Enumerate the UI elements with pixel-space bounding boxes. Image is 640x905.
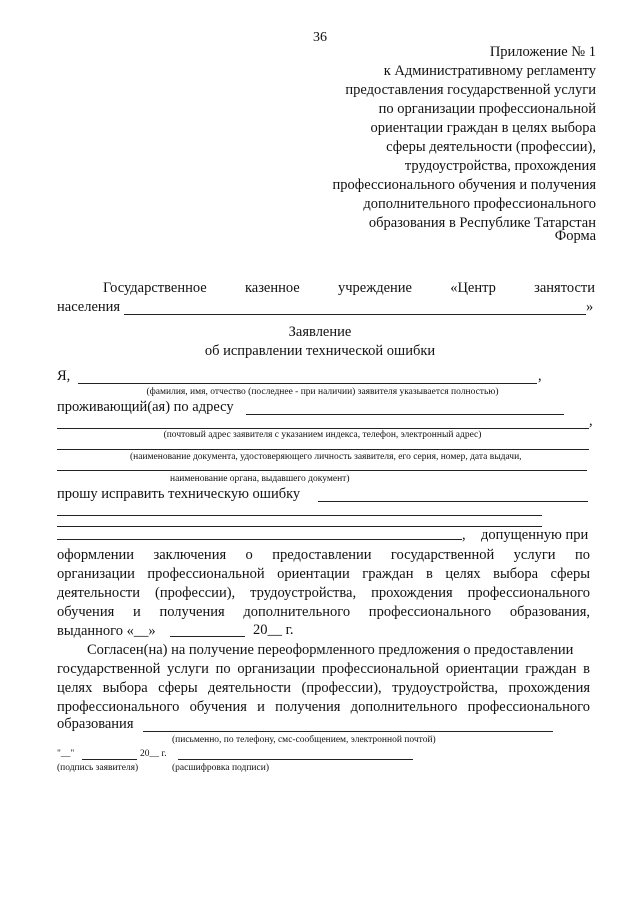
form-label: Форма (554, 228, 596, 244)
institution-line2-end: » (586, 299, 594, 315)
request-text-line: организации профессиональной ориентации граждан в целях выбора сферы (57, 566, 590, 582)
comma: , (589, 413, 593, 429)
comma: , (538, 368, 542, 384)
decode-caption: (расшифровка подписи) (172, 763, 269, 773)
address-label: проживающий(ая) по адресу (57, 399, 234, 415)
document-issuer-field[interactable] (57, 470, 587, 471)
institution-word: «Центр (450, 280, 496, 296)
institution-word: учреждение (337, 280, 412, 296)
document-caption: (наименование документа, удостоверяющего личность заявителя, его серия, номер, дата выдачи, (130, 452, 522, 462)
institution-line2-start: населения (57, 299, 121, 315)
technical-error-field-2[interactable] (57, 515, 542, 516)
appendix-line: Приложение № 1 (489, 44, 596, 60)
signature-caption: (подпись заявителя) (57, 763, 139, 773)
signature-date-month-field[interactable] (82, 759, 137, 760)
signature-date-year: 20__ г. (140, 749, 167, 759)
institution-word: казенное (244, 280, 300, 296)
appendix-line: трудоустройства, прохождения (404, 158, 596, 174)
signature-date-day: "__" (57, 749, 75, 759)
consent-first-line: Согласен(на) на получение переоформленного предложения о предоставлении (87, 642, 574, 658)
technical-error-field-4[interactable] (57, 539, 462, 540)
issued-prefix: выданного «__» (57, 623, 156, 639)
appendix-line: предоставления государственной услуги (345, 82, 596, 98)
institution-word: Государственное (103, 280, 207, 296)
request-text-line: оформлении заключения о предоставлении государственной услуги по (57, 547, 590, 563)
appendix-line: дополнительного профессионального (363, 196, 596, 212)
issuer-caption: наименование органа, выдавшего документ) (170, 474, 350, 484)
signature-decode-field[interactable] (178, 759, 413, 760)
appendix-line: сферы деятельности (профессии), (386, 139, 596, 155)
applicant-i-label: Я, (57, 368, 71, 384)
appendix-line: к Административному регламенту (383, 63, 596, 79)
consent-last-line: образования (57, 716, 134, 732)
consent-line: государственной услуги по организации профессиональной ориентации граждан в (57, 661, 590, 677)
method-caption: (письменно, по телефону, смс-сообщением, электронной почтой) (172, 735, 436, 745)
address-field[interactable] (246, 414, 564, 415)
address-caption: (почтовый адрес заявителя с указанием индекса, телефон, электронный адрес) (163, 430, 482, 440)
document-title: Заявление (288, 324, 352, 340)
comma: , (462, 527, 466, 543)
appendix-line: профессионального обучения и получения (332, 177, 596, 193)
request-text-line: деятельности (профессии), трудоустройства, прохождения профессионального (57, 585, 590, 601)
institution-name-field[interactable] (124, 314, 586, 315)
appendix-line: образования в Республике Татарстан (368, 215, 596, 231)
issued-year: 20__ г. (253, 622, 294, 638)
institution-line (103, 280, 595, 297)
consent-line: целях выбора сферы деятельности (профессии), трудоустройства, прохождения (57, 680, 590, 696)
delivery-method-field[interactable] (143, 731, 553, 732)
consent-line: профессионального обучения и получения дополнительного профессионального (57, 699, 590, 715)
applicant-name-field[interactable] (78, 383, 537, 384)
technical-error-field-3[interactable] (57, 526, 542, 527)
appendix-header (276, 43, 596, 233)
appendix-line: ориентации граждан в целях выбора (370, 120, 596, 136)
identity-document-field[interactable] (57, 449, 589, 450)
address-field-2[interactable] (57, 428, 589, 429)
page-number: 36 (313, 30, 327, 45)
name-caption: (фамилия, имя, отчество (последнее - при наличии) заявителя указывается полностью) (146, 387, 499, 397)
technical-error-field[interactable] (318, 501, 588, 502)
request-label: прошу исправить техническую ошибку (57, 486, 301, 502)
request-tail: допущенную при (481, 527, 589, 543)
request-text-line: обучения и получения дополнительного профессионального образования, (57, 604, 590, 620)
document-subtitle: об исправлении технической ошибки (204, 343, 436, 359)
appendix-line: по организации профессиональной (378, 101, 596, 117)
institution-word: занятости (534, 280, 595, 296)
